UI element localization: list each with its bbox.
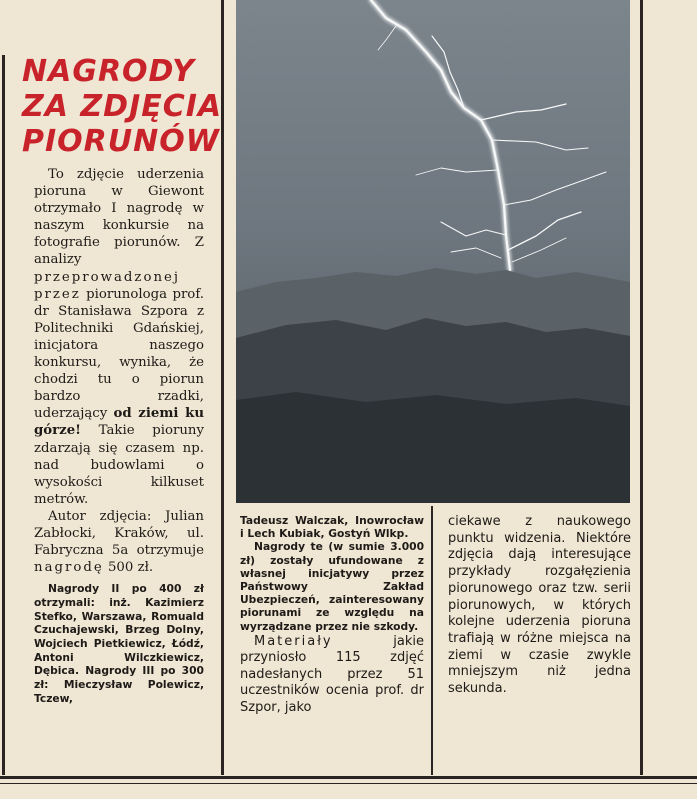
headline-line-3: PIORUNÓW [22,124,220,159]
text-run: Takie pioruny zdarzają się czasem np. nad budowlami o wysokości kilkuset metrów. [34,423,204,507]
lightning-photo [236,0,630,503]
headline-line-1: NAGRODY [22,54,195,89]
article-paragraph-1 [34,166,204,508]
prize-list-paragraph: Nagrody II po 400 zł otrzymali: inż. Kazimierz Stefko, Warszawa, Romuald Czuchajewski, Brzeg Dolny, Wojciech Pietkiewicz, Łódź, Antoni Wilczkiewicz, Dębica. Nagrody III po 300 zł: Mieczysław Polewicz, Tczew, [34,582,204,705]
column-rule-right [640,0,643,775]
conclusion-paragraph: ciekawe z naukowego punktu widzenia. Niektóre zdjęcia dają interesujące przykłady rozgałęzienia piorunowego oraz tzw. serii piorunowych, w których kolejne uderzenia pioruna trafiają w różne miejsca na ziemi w czasie zwykle mniejszym niż jedna sekunda. [448,514,631,697]
article-paragraph-2 [34,508,204,576]
headline [22,54,222,159]
headline-line-2: ZA ZDJĘCIA [22,89,223,124]
text-run: Autor zdjęcia: Julian Zabłocki, Kraków, ul. Fabryczna 5a otrzymuje [34,508,204,559]
funding-paragraph: Nagrody te (w sumie 3.000 zł) zostały ufundowane z własnej inicjatywy przez Państwowy Zakład Ubezpieczeń, zainteresowany piorunami ze względu na wyrządzane przez nie szkody. [240,540,424,633]
text-run-bold: od ziemi ku górze! [34,406,204,439]
text-run: To zdjęcie uderzenia pioruna w Giewont otrzymało I nagrodę w naszym konkursie na fotografie piorunów. Z analizy [34,167,204,268]
text-run: jakie przyniosło 115 zdjęć nadesłanych przez 51 uczestników ocenia prof. dr Szpor, jako [240,633,424,715]
bottom-rule-thin [0,783,697,784]
article-column-1 [34,166,204,706]
column-rule-2 [431,506,433,775]
text-run-spaced: nagrodę [34,560,104,576]
prize-list-continued: Tadeusz Walczak, Inowrocław i Lech Kubiak, Gostyń Wlkp. [240,514,424,541]
article-column-2 [240,514,424,716]
text-run: 500 zł. [103,560,154,576]
text-run: piorunologa prof. dr Stanisława Szpora z Politechniki Gdańskiej, inicjatora naszego konkursu, wynika, że chodzi tu o piorun bardzo rzadki, uderzający [34,286,204,422]
bottom-rule [0,776,697,779]
column-rule-left [2,55,5,775]
text-run-spaced: przeprowadzonej przez [34,269,181,302]
lightning-image [236,0,630,503]
text-run-spaced: Materiały [254,633,333,649]
article-column-3 [448,514,631,698]
materials-paragraph [240,634,424,717]
